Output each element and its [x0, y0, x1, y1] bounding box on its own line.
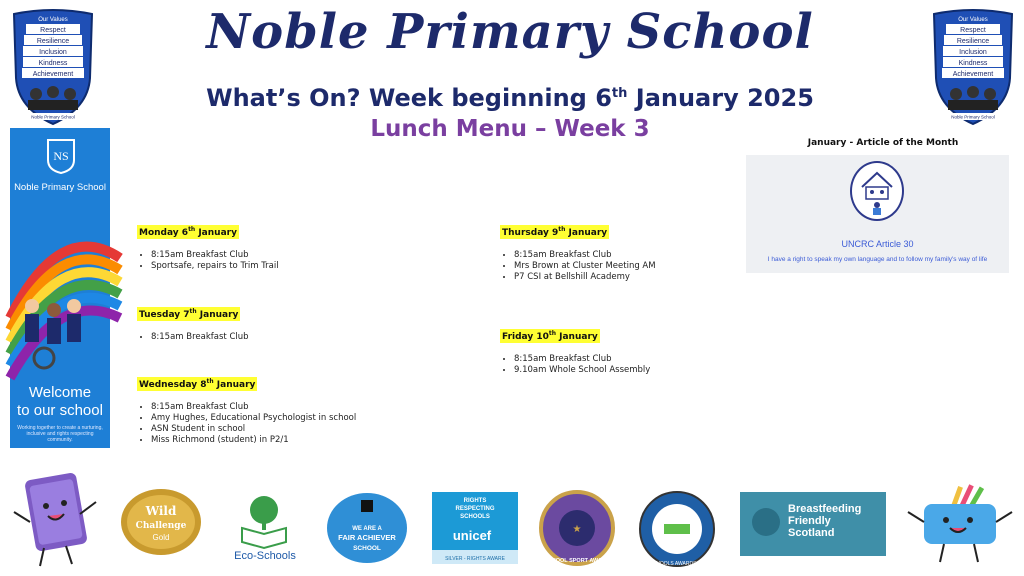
svg-text:RESPECTING: RESPECTING [455, 506, 495, 512]
list-item: • 9.10am Whole School Assembly [514, 365, 740, 376]
fair-achiever-badge [326, 492, 408, 564]
event-list [500, 250, 740, 283]
banner-tagline: Working together to create a nurturing, inclusive and rights respecting community. [17, 425, 103, 443]
svg-text:NS: NS [53, 149, 69, 163]
svg-text:SCHOOLS: SCHOOLS [460, 514, 490, 520]
rights-respecting-badge [432, 492, 518, 564]
article-card[interactable] [746, 155, 1009, 273]
school-sport-award-badge [536, 490, 618, 566]
svg-text:Gold: Gold [152, 533, 170, 542]
day-tuesday [137, 302, 467, 343]
school-logo-icon [46, 138, 76, 174]
svg-text:FAIR ACHIEVER: FAIR ACHIEVER [338, 533, 396, 542]
day-heading: Thursday 9th January [502, 226, 608, 238]
family-house-icon [850, 161, 904, 221]
day-wednesday [137, 372, 477, 446]
event-list [137, 402, 477, 446]
day-heading: Wednesday 8th January [139, 378, 256, 390]
crest-value: Kindness [38, 60, 68, 67]
svg-text:Eco-Schools: Eco-Schools [234, 550, 296, 562]
event-list [137, 250, 467, 272]
svg-text:WE ARE A: WE ARE A [352, 526, 382, 532]
svg-text:unicef: unicef [452, 528, 492, 543]
lunch-menu-heading[interactable]: Lunch Menu – Week 3 [370, 116, 650, 142]
breastfeeding-friendly-badge [740, 492, 886, 556]
list-item: • ASN Student in school [151, 424, 477, 435]
crest-value: Respect [960, 27, 986, 34]
svg-text:RIGHTS: RIGHTS [463, 498, 487, 504]
crest-footer: Noble Primary School [31, 114, 75, 120]
crest-value: Kindness [958, 60, 988, 67]
article-label: UNCRC Article 30 [841, 239, 914, 249]
svg-text:Scotland: Scotland [788, 527, 835, 539]
school-crest-right [930, 8, 1016, 126]
crest-value: Resilience [956, 38, 990, 45]
svg-text:SILVER - RIGHTS AWARE: SILVER - RIGHTS AWARE [445, 556, 505, 562]
book-mascot-icon [10, 462, 100, 570]
svg-text:SCHOOL: SCHOOL [353, 545, 381, 552]
crest-footer: Noble Primary School [951, 114, 995, 120]
digital-schools-badge [628, 490, 726, 568]
article-of-month-title: January - Article of the Month [807, 138, 959, 148]
banner-welcome-text: Welcome to our school [17, 384, 103, 419]
svg-text:DIGITAL SCHOOLS AWARDS SCOTLAN: DIGITAL SCHOOLS AWARDS SCOTLAND [628, 561, 726, 567]
article-description: I have a right to speak my own language and to follow my family's way of life [767, 256, 988, 263]
event-list [137, 332, 467, 343]
svg-text:Breastfeeding: Breastfeeding [788, 503, 862, 515]
svg-text:Friendly: Friendly [788, 515, 831, 527]
day-heading: Tuesday 7th January [139, 308, 239, 320]
banner-school-name: Noble Primary School [14, 182, 106, 193]
crest-value: Achievement [32, 71, 74, 78]
list-item: • P7 CSI at Bellshill Academy [514, 272, 740, 283]
day-heading: Friday 10th January [502, 330, 598, 342]
wild-challenge-badge [120, 488, 202, 556]
school-title: Noble Primary School [206, 4, 814, 60]
svg-text:★: ★ [572, 524, 582, 535]
list-item: • 8:15am Breakfast Club [151, 402, 477, 413]
day-friday [500, 324, 740, 376]
list-item: • Sportsafe, repairs to Trim Trail [151, 261, 467, 272]
school-crest-left [10, 8, 96, 126]
list-item: • 8:15am Breakfast Club [514, 354, 740, 365]
crest-value: Resilience [36, 38, 70, 45]
svg-text:SCHOOL SPORT AWARD: SCHOOL SPORT AWARD [544, 558, 610, 564]
day-monday [137, 220, 467, 272]
list-item: • Amy Hughes, Educational Psychologist in school [151, 413, 477, 424]
crest-value: Respect [40, 27, 66, 34]
crest-values-title: Our Values [38, 17, 68, 23]
pencil-case-mascot-icon [904, 482, 1016, 566]
welcome-banner [10, 128, 110, 448]
list-item: • 8:15am Breakfast Club [151, 250, 467, 261]
crest-value: Inclusion [959, 49, 987, 56]
eco-schools-badge [222, 492, 308, 564]
list-item: • 8:15am Breakfast Club [514, 250, 740, 261]
day-thursday [500, 220, 740, 283]
list-item: • Miss Richmond (student) in P2/1 [151, 435, 477, 446]
crest-value: Inclusion [39, 49, 67, 56]
event-list [500, 354, 740, 376]
svg-text:Challenge: Challenge [135, 521, 187, 531]
list-item: • Mrs Brown at Cluster Meeting AM [514, 261, 740, 272]
day-heading: Monday 6th January [139, 226, 237, 238]
week-heading: What’s On? Week beginning 6th January 2025 [206, 84, 814, 112]
rainbow-illustration [10, 198, 110, 383]
list-item: • 8:15am Breakfast Club [151, 332, 467, 343]
crest-values-title: Our Values [958, 17, 988, 23]
crest-value: Achievement [952, 71, 994, 78]
svg-text:Wild: Wild [145, 504, 177, 518]
